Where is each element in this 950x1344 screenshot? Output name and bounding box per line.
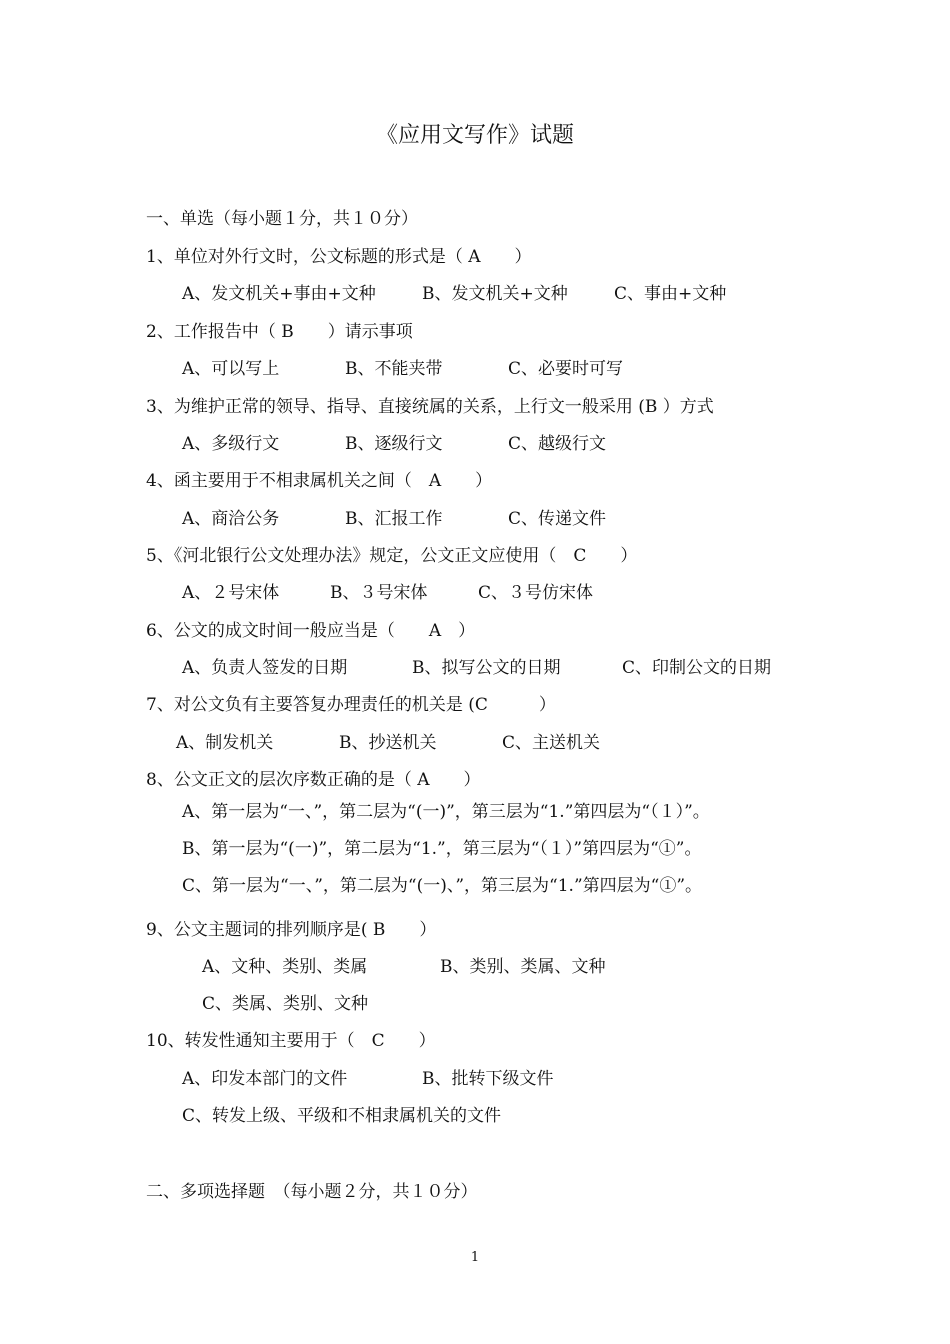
question-1-options [182,283,726,305]
page-number: 1 [470,1250,480,1265]
question-6-stem: 6、公文的成文时间一般应当是（ A ） [146,621,476,641]
option-b: B、汇报工作 [345,509,443,529]
question-6-options [182,657,771,679]
option-b: B、类别、类属、文种 [440,957,606,977]
question-8-option-a: A、第一层为“一、”，第二层为“(一)”，第三层为“1.”第四层为“（１）”。 [182,802,710,822]
option-c: C、传递文件 [508,509,607,529]
option-a: A、负责人签发的日期 [182,658,348,678]
option-b: B、批转下级文件 [422,1069,554,1089]
option-a: A、商洽公务 [182,509,280,529]
option-b: B、不能夹带 [345,359,443,379]
option-b: B、抄送机关 [339,733,437,753]
option-a: A、印发本部门的文件 [182,1069,348,1089]
option-a: A、２号宋体 [182,583,280,603]
question-1-stem: 1、单位对外行文时，公文标题的形式是（ A ） [146,247,532,267]
option-c: C、必要时可写 [508,359,624,379]
option-a: A、文种、类别、类属 [202,957,368,977]
section-heading-single-choice: 一、单选（每小题１分，共１０分） [146,209,418,229]
option-a: A、制发机关 [176,733,274,753]
question-9-options-row-1 [202,956,606,978]
option-a: A、多级行文 [182,434,280,454]
section-heading-multiple-choice: 二、多项选择题 （每小题２分，共１０分） [146,1182,478,1202]
option-b: B、发文机关+文种 [422,284,568,304]
question-3-options [182,433,606,455]
question-9-option-c: C、类属、类别、文种 [202,994,369,1014]
option-c: C、主送机关 [502,733,601,753]
question-7-options [176,732,600,754]
page-title: 《应用文写作》试题 [375,123,574,148]
option-c: C、印制公文的日期 [622,658,772,678]
question-2-options [182,358,623,380]
question-4-options [182,508,606,530]
question-2-stem: 2、工作报告中（ B ）请示事项 [146,322,413,342]
question-5-stem: 5、《河北银行公文处理办法》规定，公文正文应使用（ C ） [146,546,638,566]
question-9-stem: 9、公文主题词的排列顺序是( B ） [146,920,437,940]
option-b: B、逐级行文 [345,434,443,454]
option-b: B、拟写公文的日期 [412,658,561,678]
question-3-stem: 3、为维护正常的领导、指导、直接统属的关系，上行文一般采用 (B ）方式 [146,397,714,417]
question-8-stem: 8、公文正文的层次序数正确的是（ A ） [146,770,481,790]
question-7-stem: 7、对公文负有主要答复办理责任的机关是 (C ） [146,695,556,715]
question-10-stem: 10、转发性通知主要用于（ C ） [146,1031,436,1051]
option-a: A、可以写上 [182,359,280,379]
question-10-options-row-1 [182,1068,554,1090]
option-b: B、３号宋体 [330,583,428,603]
question-8-option-b: B、第一层为“(一)”，第二层为“1.”，第三层为“（１）”第四层为“①”。 [182,839,702,859]
option-c: C、事由+文种 [614,284,727,304]
option-c: C、３号仿宋体 [478,583,594,603]
question-10-option-c: C、转发上级、平级和不相隶属机关的文件 [182,1106,502,1126]
question-4-stem: 4、函主要用于不相隶属机关之间（ A ） [146,471,493,491]
question-5-options [182,582,593,604]
option-c: C、越级行文 [508,434,607,454]
option-a: A、发文机关+事由+文种 [182,284,376,304]
question-8-option-c: C、第一层为“一、”，第二层为“(一)、”，第三层为“1.”第四层为“①”。 [182,876,703,896]
